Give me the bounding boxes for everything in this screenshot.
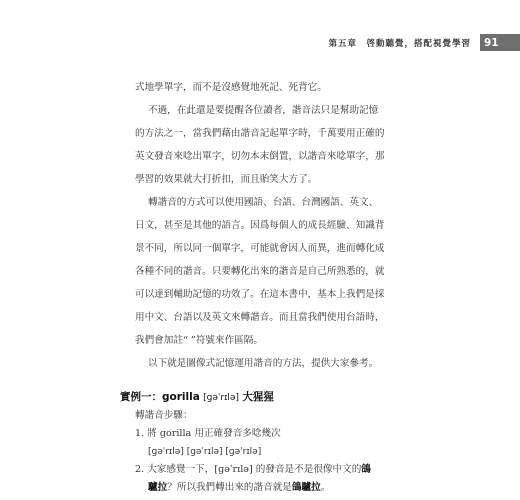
example-phonetic: [ɡəˈrɪlə]: [203, 393, 239, 403]
chapter-title: 第五章 啓動聽覺，搭配視覺學習: [328, 38, 471, 49]
text-line: 日文，甚至是其他的語言。因爲每個人的成長經驗、知識背: [135, 220, 385, 231]
steps-title: 轉諧音步驟：: [135, 410, 193, 421]
example-word: gorilla: [162, 391, 200, 403]
step-1-phonetics: [ɡəˈrɪlə] [ɡəˈrɪlə] [ɡəˈrɪlə]: [148, 447, 262, 457]
text-line: 英文發音來唸出單字，切勿本末倒置，以諧音來唸單字，那: [135, 151, 385, 162]
example-heading: [120, 390, 274, 405]
step-2-continued: [148, 482, 330, 494]
example-label: 實例一：: [120, 391, 162, 403]
example-meaning: 大猩猩: [242, 391, 274, 403]
text-line: 轉諧音的方式可以使用國語、台語、台灣國語、英文、: [148, 197, 379, 208]
step-2-text: 2. 大家感覺一下，[ɡəˈrɪlə] 的發音是不是很像中文的: [135, 464, 362, 475]
step-2-bold-2: 驢拉: [148, 482, 168, 493]
step-2-bold-1: 鴿: [361, 464, 371, 475]
step-2-end: 。: [320, 482, 331, 493]
text-line: 景不同，所以同一個單字，可能就會因人而異，進而轉化成: [135, 243, 385, 254]
step-2: [135, 464, 371, 476]
text-line: 不過，在此還是要提醒各位讀者，諧音法只是幫助記憶: [148, 105, 379, 116]
text-line: 的方法之一，當我們藉由諧音記起單字時，千萬要用正確的: [135, 128, 385, 139]
text-line: 學習的效果就大打折扣，而且貽笑大方了。: [135, 174, 318, 185]
step-2-text-2: ？所以我們轉出來的諧音就是: [167, 482, 292, 493]
text-line: 可以達到輔助記憶的功效了。在這本書中，基本上我們是採: [135, 289, 385, 300]
page-number: 91: [480, 34, 520, 51]
text-line: 我們會加註“ ”符號來作區隔。: [135, 335, 263, 346]
page-header: [328, 34, 520, 51]
step-1: 1. 將 gorilla 用正確發音多唸幾次: [135, 428, 281, 439]
text-line: 用中文、台語以及英文來轉諧音。而且當我們使用台語時，: [135, 312, 385, 323]
text-line: 各種不同的諧音。只要轉化出來的諧音是自己所熟悉的，就: [135, 266, 385, 277]
step-2-bold-3: 鴿驢拉: [291, 482, 321, 493]
text-line: 式地學單字，而不是沒感覺地死記、死背它。: [135, 82, 327, 93]
text-line: 以下就是圖像式記憶運用諧音的方法，提供大家參考。: [148, 358, 379, 369]
